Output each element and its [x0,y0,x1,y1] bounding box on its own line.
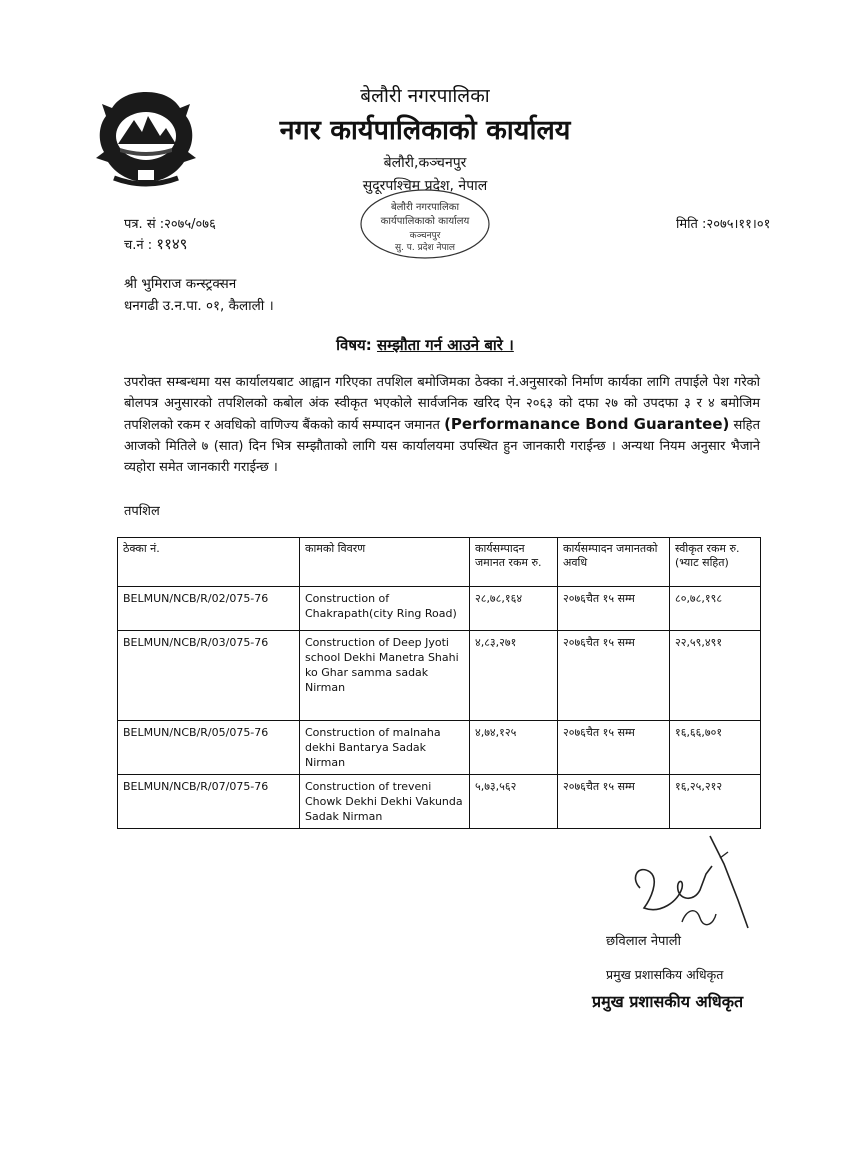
handwritten-signature [620,828,760,938]
office-stamp [355,186,495,262]
cell-work: Construction of treveni Chowk Dekhi Dekhi Vakunda Sadak Nirman [300,775,470,829]
chalani-label: च.नं : [124,238,153,253]
cell-approved: ८०,७८,१९८ [670,587,761,631]
cell-amount: ४,८३,२७१ [470,631,558,721]
cell-validity: २०७६चैत १५ सम्म [558,721,670,775]
signatory-stamp-title: प्रमुख प्रशासकीय अधिकृत [592,992,744,1011]
cell-work: Construction of Chakrapath(city Ring Road) [300,587,470,631]
bond-guarantee-text: (Performanance Bond Guarantee) [444,415,730,433]
cell-contract: BELMUN/NCB/R/07/075-76 [118,775,300,829]
recipient-name: श्री भुमिराज कन्स्ट्रक्सन [124,276,237,292]
cell-amount: ४,७४,१२५ [470,721,558,775]
stamp-line-3: कञ्चनपुर [409,231,441,241]
body-paragraph [124,372,760,478]
nepal-emblem-icon [90,86,202,190]
cell-validity: २०७६चैत १५ सम्म [558,587,670,631]
subject-line [160,335,690,355]
patra-sankhya: पत्र. सं :२०७५/०७६ [124,217,216,232]
body-part-1: उपरोक्त सम्बन्धमा यस कार्यालयबाट आह्वान गरिएका तपशिल बमोजिमका ठेक्का नं.अनुसारको निर्माण कार्यका लागि तपाईले पेश गरेको बोलपत्र अनुसारको तपशिलको कबोल अंक स्वीकृत भएकोले सार्वजनिक खरिद ऐन २०६३ को दफा २७ को उपदफा ३ र ४ बमोजिम तपशिलको रकम र अवधिको वाणिज्य बैंकको कार्य सम्पादन जमानत [124,375,760,433]
office-name: नगर कार्यपालिकाको कार्यालय [279,115,571,146]
cell-validity: २०७६चैत १५ सम्म [558,775,670,829]
cell-approved: १६,६६,७०१ [670,721,761,775]
col-header-amount: कार्यसम्पादन जमानत रकम रु. [470,538,558,587]
contract-table [117,537,761,829]
subject-text: सम्झौता गर्न आउने बारे । [376,336,514,354]
recipient-address: धनगढी उ.न.पा. ०१, कैलाली । [124,298,274,314]
table-row [118,631,761,721]
stamp-line-4: सु. प. प्रदेश नेपाल [394,243,456,253]
stamp-line-2: कार्यपालिकाको कार्यालय [380,216,470,227]
cell-work: Construction of malnaha dekhi Bantarya Sadak Nirman [300,721,470,775]
signatory-name: छविलाल नेपाली [606,934,681,949]
address-line-2: सुदूरपश्चिम प्रदेश, नेपाल [362,178,488,194]
tapasil-label: तपशिल [124,504,160,519]
municipality-name: बेलौरी नगरपालिका [360,85,490,107]
table-row [118,587,761,631]
chalani-value: ११४९ [156,235,188,253]
table-row [118,721,761,775]
signatory-title: प्रमुख प्रशासकिय अधिकृत [606,967,724,982]
cell-work: Construction of Deep Jyoti school Dekhi Manetra Shahi ko Ghar samma sadak Nirman [300,631,470,721]
cell-approved: २२,५९,४९१ [670,631,761,721]
table-row [118,775,761,829]
letter-date: मिति :२०७५।११।०१ [676,217,771,232]
cell-contract: BELMUN/NCB/R/03/075-76 [118,631,300,721]
stamp-line-1: बेलौरी नगरपालिका [390,202,460,213]
cell-validity: २०७६चैत १५ सम्म [558,631,670,721]
col-header-contract: ठेक्का नं. [118,538,300,587]
cell-approved: १६,२५,२१२ [670,775,761,829]
cell-contract: BELMUN/NCB/R/05/075-76 [118,721,300,775]
cell-amount: ५,७३,५६२ [470,775,558,829]
col-header-work: कामको विवरण [300,538,470,587]
table-header-row [118,538,761,587]
subject-label: विषय: [336,336,372,354]
cell-amount: २८,७८,१६४ [470,587,558,631]
body-part-2: सहित आजको मितिले ७ (सात) दिन भित्र सम्झौताको लागि यस कार्यालयमा उपस्थित हुन जानकारी गराईन्छ । अन्यथा नियम अनुसार भैजाने व्यहोरा समेत जानकारी गराईन्छ । [124,418,760,475]
cell-contract: BELMUN/NCB/R/02/075-76 [118,587,300,631]
chalani-number [124,234,187,254]
address-line-1: बेलौरी,कञ्चनपुर [383,155,467,171]
col-header-approved: स्वीकृत रकम रु.(भ्याट सहित) [670,538,761,587]
col-header-validity: कार्यसम्पादन जमानतको अवधि [558,538,670,587]
